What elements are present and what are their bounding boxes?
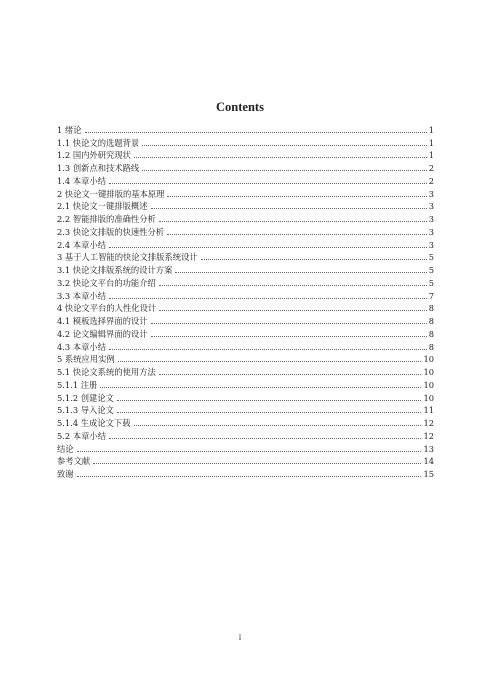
- toc-entry-label: 5.1.1 注册: [57, 379, 98, 390]
- dot-leader: [85, 131, 427, 133]
- dot-leader: [159, 309, 427, 311]
- toc-entry-page: 12: [423, 418, 434, 428]
- toc-entry-page: 1: [428, 124, 434, 135]
- toc-entry[interactable]: [57, 122, 434, 135]
- toc-entry-label: 4 快论文平台的人性化设计: [57, 303, 157, 314]
- dot-leader: [142, 169, 427, 171]
- toc-entry-page: 10: [423, 392, 434, 403]
- toc-entry-label: 2.2 智能排版的准确性分析: [57, 214, 156, 224]
- toc-entry-page: 3: [428, 188, 434, 199]
- toc-entry-page: 11: [423, 405, 434, 416]
- toc-entry-page: 14: [423, 456, 434, 467]
- dot-leader: [93, 462, 421, 464]
- toc-entry-label: 1.3 创新点和技术路线: [57, 163, 140, 173]
- toc-entry-label: 2.3 快论文排版的快速性分析: [57, 226, 165, 237]
- toc-entry-label: 3.2 快论文平台的功能介绍: [57, 277, 156, 288]
- dot-leader: [201, 258, 427, 260]
- toc-entry-page: 3: [428, 226, 434, 237]
- toc-title: Contents: [216, 100, 264, 114]
- toc-entry-page: 5: [428, 252, 434, 263]
- toc-entry[interactable]: [57, 377, 434, 390]
- toc-entry-page: 10: [423, 379, 434, 390]
- toc-entry-page: 7: [428, 290, 434, 301]
- toc-entry-page: 3: [428, 239, 434, 250]
- dot-leader: [142, 144, 427, 146]
- toc-entry-page: 8: [428, 341, 434, 352]
- toc-entry-page: 13: [423, 443, 434, 454]
- toc-entry-label: 5.1.4 生成论文下载: [57, 418, 131, 428]
- toc-entry-label: 结论: [57, 443, 74, 454]
- dot-leader: [151, 335, 427, 337]
- toc-entry[interactable]: [57, 466, 434, 479]
- toc-entry-label: 1 绪论: [57, 124, 82, 135]
- toc-entry-label: 3 基于人工智能的快论文排版系统设计: [57, 252, 198, 263]
- toc-entry[interactable]: [57, 275, 434, 288]
- dot-leader: [159, 220, 427, 222]
- dot-leader: [109, 246, 427, 248]
- dot-leader: [100, 386, 421, 388]
- toc-entry[interactable]: [57, 148, 434, 161]
- toc-entry[interactable]: [57, 454, 434, 467]
- toc-entry[interactable]: [57, 441, 434, 454]
- toc-entry[interactable]: [57, 186, 434, 199]
- toc-entry-label: 2.1 快论文一键排版概述: [57, 201, 148, 212]
- table-of-contents: [57, 122, 434, 479]
- toc-entry[interactable]: [57, 262, 434, 275]
- toc-entry-page: 1: [428, 137, 434, 148]
- toc-entry[interactable]: [57, 173, 434, 186]
- toc-entry-label: 1.2 国内外研究现状: [57, 150, 131, 161]
- dot-leader: [117, 399, 422, 401]
- dot-leader: [151, 322, 427, 324]
- toc-entry-label: 参考文献: [57, 456, 91, 467]
- toc-entry[interactable]: [57, 224, 434, 237]
- toc-entry[interactable]: [57, 390, 434, 403]
- toc-entry-page: 5: [428, 265, 434, 275]
- dot-leader: [167, 233, 427, 235]
- toc-entry[interactable]: [57, 160, 434, 173]
- dot-leader: [77, 475, 422, 477]
- dot-leader: [159, 284, 427, 286]
- toc-entry-label: 1.1 快论文的选题背景: [57, 137, 140, 148]
- dot-leader: [109, 348, 427, 350]
- toc-entry-page: 12: [423, 430, 434, 441]
- toc-entry[interactable]: [57, 403, 434, 416]
- toc-entry-label: 5 系统应用实例: [57, 354, 115, 365]
- toc-entry[interactable]: [57, 288, 434, 301]
- page-number: I: [238, 634, 242, 642]
- toc-entry[interactable]: [57, 313, 434, 326]
- toc-entry-label: 5.1.3 导入论文: [57, 405, 114, 416]
- dot-leader: [109, 297, 427, 299]
- dot-leader: [77, 450, 422, 452]
- dot-leader: [134, 424, 422, 426]
- toc-entry-label: 4.3 本章小结: [57, 341, 107, 352]
- dot-leader: [151, 207, 427, 209]
- toc-entry-page: 10: [423, 367, 434, 377]
- toc-entry-page: 3: [428, 201, 434, 212]
- dot-leader: [118, 360, 422, 362]
- toc-entry-page: 8: [428, 303, 434, 314]
- toc-entry-label: 3.1 快论文排版系统的设计方案: [57, 265, 173, 275]
- toc-entry-label: 5.1 快论文系统的使用方法: [57, 367, 156, 377]
- toc-entry[interactable]: [57, 199, 434, 212]
- toc-entry-page: 5: [428, 277, 434, 288]
- toc-entry[interactable]: [57, 415, 434, 428]
- dot-leader: [159, 373, 422, 375]
- toc-entry-page: 2: [428, 163, 434, 173]
- dot-leader: [167, 195, 426, 197]
- toc-entry-page: 3: [428, 214, 434, 224]
- toc-entry-label: 2 快论文一键排版的基本原理: [57, 188, 165, 199]
- toc-entry-label: 1.4 本章小结: [57, 175, 107, 186]
- toc-entry[interactable]: [57, 135, 434, 148]
- toc-entry-label: 4.2 论文编辑界面的设计: [57, 328, 148, 339]
- toc-entry[interactable]: [57, 250, 434, 263]
- toc-entry[interactable]: [57, 364, 434, 377]
- toc-entry[interactable]: [57, 352, 434, 365]
- toc-entry[interactable]: [57, 301, 434, 314]
- toc-entry[interactable]: [57, 237, 434, 250]
- toc-entry-page: 15: [423, 469, 434, 479]
- toc-entry-label: 2.4 本章小结: [57, 239, 107, 250]
- dot-leader: [134, 156, 427, 158]
- dot-leader: [175, 271, 426, 273]
- toc-entry-label: 5.1.2 创建论文: [57, 392, 114, 403]
- toc-entry-label: 3.3 本章小结: [57, 290, 107, 301]
- toc-entry-page: 8: [428, 328, 434, 339]
- toc-entry-label: 4.1 模板选择界面的设计: [57, 316, 148, 326]
- dot-leader: [109, 182, 427, 184]
- toc-entry[interactable]: [57, 428, 434, 441]
- toc-entry[interactable]: [57, 326, 434, 339]
- toc-entry-page: 1: [428, 150, 434, 161]
- dot-leader: [109, 437, 421, 439]
- toc-entry-page: 2: [428, 175, 434, 186]
- toc-entry[interactable]: [57, 339, 434, 352]
- toc-entry[interactable]: [57, 211, 434, 224]
- toc-entry-page: 10: [423, 354, 434, 365]
- toc-entry-label: 致谢: [57, 469, 74, 479]
- dot-leader: [117, 411, 422, 413]
- toc-entry-page: 8: [428, 316, 434, 326]
- toc-entry-label: 5.2 本章小结: [57, 430, 107, 441]
